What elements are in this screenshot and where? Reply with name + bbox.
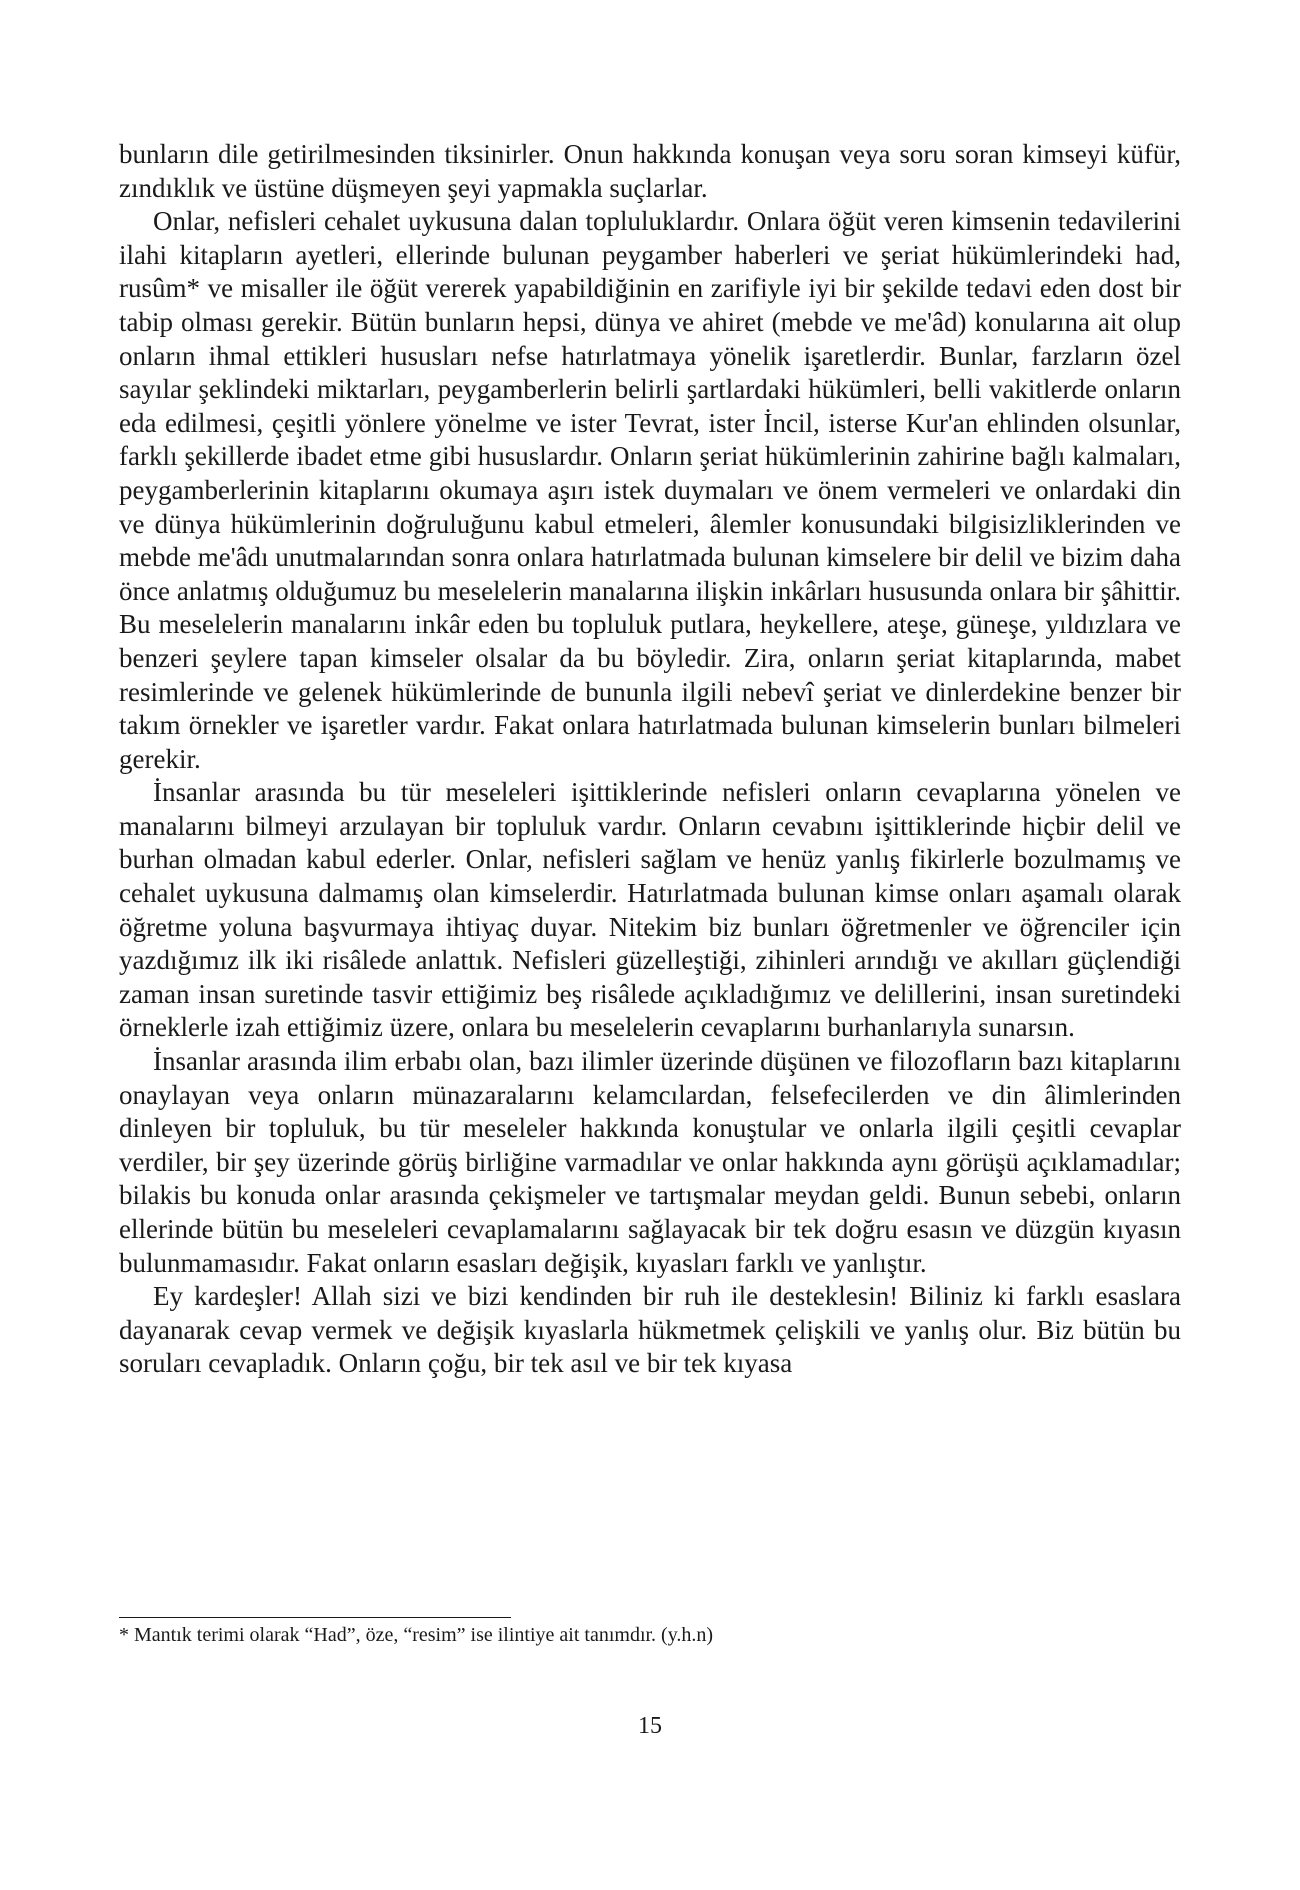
paragraph-4: İnsanlar arasında ilim erbabı olan, bazı ilimler üzerinde düşünen ve filozofların bazı kitaplarını onaylayan veya onların münazaralarını kelamcılardan, felsefecilerden ve din âlimlerinden dinleyen bir topluluk, bu tür meseleler hakkında konuştular ve onlarla ilgili çeşitli cevaplar verdiler, bir şey üzerinde görüş birliğine varmadılar ve onlar hakkında aynı görüşü açıklamadılar; bilakis bu konuda onlar arasında çekişmeler ve tartışmalar meydan geldi. Bunun sebebi, onların ellerinde bütün bu meseleleri cevaplamalarını sağlayacak bir tek doğru esasın ve düzgün kıyasın bulunmamasıdır. Fakat onların esasları değişik, kıyasları farklı ve yanlıştır.	[119, 1046, 1181, 1278]
paragraph-2: Onlar, nefisleri cehalet uykusuna dalan topluluklardır. Onlara öğüt veren kimsenin tedavilerini ilahi kitapların ayetleri, ellerinde bulunan peygamber haberleri ve şeriat hükümlerindeki had, rusûm* ve misaller ile öğüt vererek yapabildiğinin en zarifiyle iyi bir şekilde tedavi eden dost bir tabip olması gerekir. Bütün bunların hepsi, dünya ve ahiret (mebde ve me'âd) konularına ait olup onların ihmal ettikleri hususları nefse hatırlatmaya yönelik işaretlerdir. Bunlar, farzların özel sayılar şeklindeki miktarları, peygamberlerin belirli şartlardaki hükümleri, belli vakitlerde onların eda edilmesi, çeşitli yönlere yönelme ve ister Tevrat, ister İncil, isterse Kur'an ehlinden olsunlar, farklı şekillerde ibadet etme gibi hususlardır. Onların şeriat hükümlerinin zahirine bağlı kalmaları, peygamberlerinin kitaplarını okumaya aşırı istek duymaları ve önem vermeleri ve onlardaki din ve dünya hükümlerinin doğruluğunu kabul etmeleri, âlemler konusundaki bilgisizliklerinden ve mebde me'âdı unutmalarından sonra onlara hatırlatmada bulunan kimselere bir delil ve bizim daha önce anlatmış olduğumuz bu meselelerin manalarına ilişkin inkârları hususunda onlara bir şâhittir. Bu meselelerin manalarını inkâr eden bu topluluk putlara, heykellere, ateşe, güneşe, yıldızlara ve benzeri şeylere tapan kimseler olsalar da bu böyledir. Zira, onların şeriat kitaplarında, mabet resimlerinde ve gelenek hükümlerinde de bununla ilgili nebevî şeriat ve dinlerdekine benzer bir takım örnekler ve işaretler vardır. Fakat onlara hatırlatmada bulunan kimselerin bunları bilmeleri gerekir.	[119, 206, 1181, 774]
footnote-divider	[119, 1617, 511, 1618]
body-text	[119, 138, 1181, 1381]
paragraph-3: İnsanlar arasında bu tür meseleleri işittiklerinde nefisleri onların cevaplarına yönelen ve manalarını bilmeyi arzulayan bir topluluk vardır. Onların cevabını işittiklerinde hiçbir delil ve burhan olmadan kabul ederler. Onlar, nefisleri sağlam ve henüz yanlış fikirlerle bozulmamış ve cehalet uykusuna dalmamış olan kimselerdir. Hatırlatmada bulunan kimse onları aşamalı olarak öğretme yoluna başvurmaya ihtiyaç duyar. Nitekim biz bunları öğretmenler ve öğrenciler için yazdığımız ilk iki risâlede anlattık. Nefisleri güzelleştiği, zihinleri arındığı ve akılları güçlendiği zaman insan suretinde tasvir ettiğimiz beş risâlede açıkladığımız ve delillerini, insan suretindeki örneklerle izah ettiğimiz üzere, onlara bu meselelerin cevaplarını burhanlarıyla sunarsın.	[119, 777, 1181, 1043]
footnote: * Mantık terimi olarak “Had”, öze, “resim” ise ilintiye ait tanımdır. (y.h.n)	[119, 1624, 714, 1646]
paragraph-5: Ey kardeşler! Allah sizi ve bizi kendinden bir ruh ile desteklesin! Biliniz ki farklı esaslara dayanarak cevap vermek ve değişik kıyaslarla hükmetmek çelişkili ve yanlış olur. Biz bütün bu soruları cevapladık. Onların çoğu, bir tek asıl ve bir tek kıyasa	[119, 1281, 1181, 1379]
page-number: 15	[638, 1713, 662, 1739]
paragraph-1: bunların dile getirilmesinden tiksinirler. Onun hakkında konuşan veya soru soran kimseyi küfür, zındıklık ve üstüne düşmeyen şeyi yapmakla suçlarlar.	[119, 139, 1181, 203]
